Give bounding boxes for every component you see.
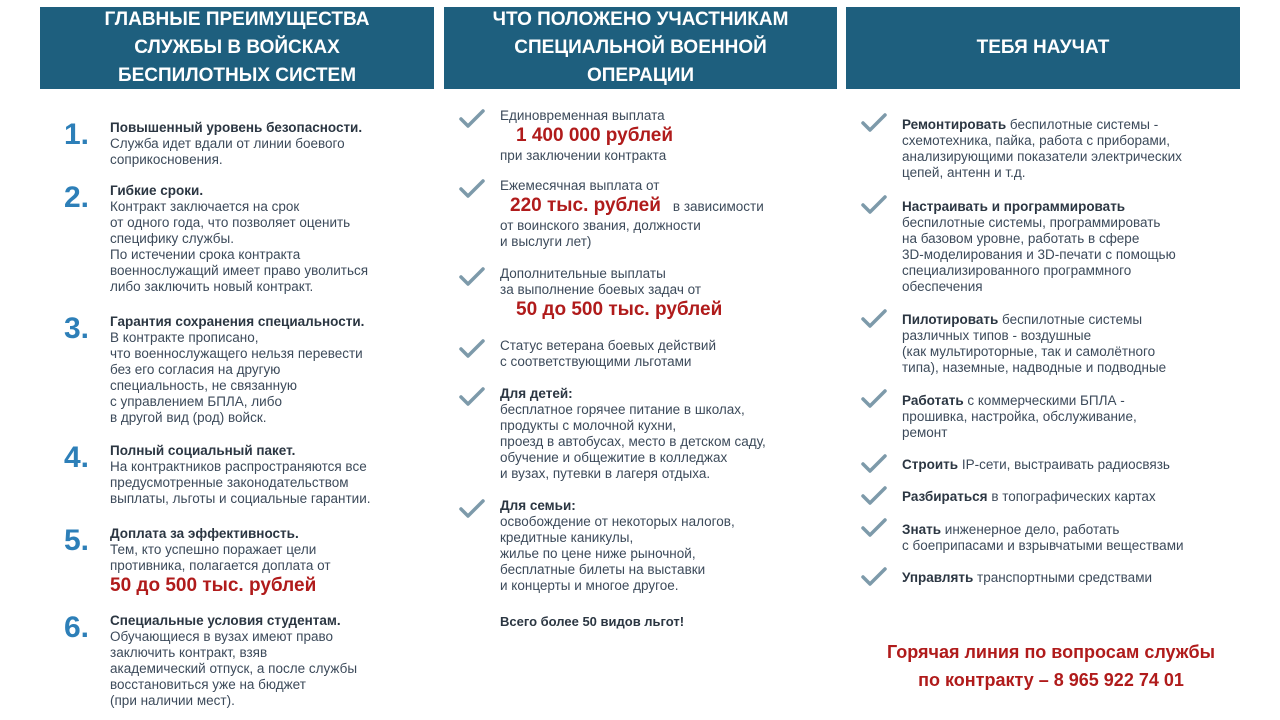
item-bold: Настраивать и программировать xyxy=(902,199,1126,214)
item-number: 6. xyxy=(64,611,90,644)
check-icon xyxy=(458,338,486,360)
item-text: освобождение от некоторых налогов, кредитные каникулы, жилье по цене ниже рыночной, бесплатные билеты на выставки и концерты и многое другое. xyxy=(500,514,735,593)
check-icon xyxy=(860,112,888,134)
item-text: Служба идет вдали от линии боевого соприкосновения. xyxy=(110,136,345,167)
item-text: Единовременная выплата xyxy=(500,108,665,123)
check-icon xyxy=(860,485,888,507)
column-header xyxy=(846,7,1240,89)
check-icon xyxy=(458,498,486,520)
item-text: IP-сети, выстраивать радиосвязь xyxy=(958,457,1170,472)
highlight-amount: 1 400 000 рублей xyxy=(516,125,674,146)
check-icon xyxy=(860,453,888,475)
list-item-text xyxy=(902,199,1242,295)
total-benefits: Всего более 50 видов льгот! xyxy=(500,614,685,629)
header-text: ЧТО ПОЛОЖЕНО УЧАСТНИКАМ СПЕЦИАЛЬНОЙ ВОЕННОЙ ОПЕРАЦИИ xyxy=(492,9,789,86)
item-text: Статус ветерана боевых действий с соответствующими льготами xyxy=(500,338,717,369)
item-title: Доплата за эффективность. xyxy=(110,526,299,541)
column-header xyxy=(40,7,434,89)
check-icon xyxy=(458,178,486,200)
item-bold: Пилотировать xyxy=(902,312,999,327)
list-item-text xyxy=(902,522,1242,554)
header-text: ГЛАВНЫЕ ПРЕИМУЩЕСТВА СЛУЖБЫ В ВОЙСКАХ БЕСПИЛОТНЫХ СИСТЕМ xyxy=(104,9,370,86)
check-icon xyxy=(860,517,888,539)
item-text: беспилотные системы - схемотехника, пайка, работа с приборами, анализирующими показатели электрических цепей, антенн и т.д. xyxy=(902,117,1182,180)
item-bold: Ремонтировать xyxy=(902,117,1007,132)
item-title: Полный социальный пакет. xyxy=(110,443,296,458)
hotline-text: Горячая линия по вопросам службы по контракту – 8 965 922 74 01 xyxy=(886,642,1216,690)
column-training xyxy=(846,0,1240,720)
item-number: 4. xyxy=(64,441,90,474)
item-number: 3. xyxy=(64,312,90,345)
check-icon xyxy=(860,308,888,330)
item-text: в зависимости xyxy=(672,199,764,214)
column-benefits xyxy=(444,0,837,720)
check-icon xyxy=(458,386,486,408)
highlight-amount: 50 до 500 тыс. рублей xyxy=(110,575,317,596)
check-icon xyxy=(860,566,888,588)
item-bold: Работать xyxy=(902,393,964,408)
item-title: Для детей: xyxy=(500,386,573,401)
list-item-text xyxy=(902,457,1242,473)
item-number: 2. xyxy=(64,181,90,214)
item-bold: Знать xyxy=(902,522,942,537)
highlight-amount: 50 до 500 тыс. рублей xyxy=(516,299,723,320)
check-icon xyxy=(458,266,486,288)
list-item-text xyxy=(902,117,1242,181)
item-title: Специальные условия студентам. xyxy=(110,613,341,628)
highlight-amount: 220 тыс. рублей xyxy=(510,195,661,216)
item-text: от воинского звания, должности и выслуги лет) xyxy=(500,218,701,249)
item-text: Тем, кто успешно поражает цели противника, полагается доплата от xyxy=(110,542,331,573)
list-item-text xyxy=(902,489,1242,505)
item-text: транспортными средствами xyxy=(973,570,1153,585)
item-text: инженерное дело, работать с боеприпасами и взрывчатыми веществами xyxy=(902,522,1184,553)
check-icon xyxy=(860,388,888,410)
item-text: в топографических картах xyxy=(987,489,1156,504)
item-title: Повышенный уровень безопасности. xyxy=(110,120,363,135)
check-icon xyxy=(860,194,888,216)
item-text: бесплатное горячее питание в школах, продукты с молочной кухни, проезд в автобусах, место в детском саду, обучение и общежитие в колледжах и вузах, путевки в лагеря отдыха. xyxy=(500,402,766,481)
item-title: Гарантия сохранения специальности. xyxy=(110,314,365,329)
item-text: На контрактников распространяются все предусмотренные законодательством выплаты, льготы и социальные гарантии. xyxy=(110,459,371,506)
item-bold: Строить xyxy=(902,457,959,472)
item-text: В контракте прописано, что военнослужащего нельзя перевести без его согласия на другую специальность, не связанную с управлением БПЛА, либо в другой вид (род) войск. xyxy=(110,330,363,425)
column-header xyxy=(444,7,837,89)
list-item-text xyxy=(902,393,1242,441)
list-item-text xyxy=(902,312,1242,376)
item-text: при заключении контракта xyxy=(500,148,667,163)
list-item-text xyxy=(902,570,1242,586)
item-bold: Разбираться xyxy=(902,489,988,504)
item-text: беспилотные системы, программировать на базовом уровне, работать в сфере 3D-моделирования и 3D-печати с помощью специализированного программного обеспечения xyxy=(902,215,1176,294)
item-text: с коммерческими БПЛА - прошивка, настройка, обслуживание, ремонт xyxy=(902,393,1137,440)
header-text: ТЕБЯ НАУЧАТ xyxy=(976,37,1110,58)
item-text: Обучающиеся в вузах имеют право заключить контракт, взяв академический отпуск, а после службы восстановиться уже на бюджет (при наличии мест). xyxy=(110,629,358,708)
item-number: 5. xyxy=(64,524,90,557)
item-text: Дополнительные выплаты за выполнение боевых задач от xyxy=(500,266,702,297)
item-title: Гибкие сроки. xyxy=(110,183,204,198)
check-icon xyxy=(458,108,486,130)
item-title: Для семьи: xyxy=(500,498,576,513)
item-bold: Управлять xyxy=(902,570,974,585)
item-text: беспилотные системы различных типов - воздушные (как мультироторные, так и самолётного типа), наземные, надводные и подводные xyxy=(902,312,1167,375)
item-text: Контракт заключается на срок от одного года, что позволяет оценить специфику службы. По истечении срока контракта военнослужащий имеет право уволиться либо заключить новый контракт. xyxy=(110,199,369,294)
item-text: Ежемесячная выплата от xyxy=(500,178,660,193)
column-advantages xyxy=(40,0,434,720)
item-number: 1. xyxy=(64,118,90,151)
